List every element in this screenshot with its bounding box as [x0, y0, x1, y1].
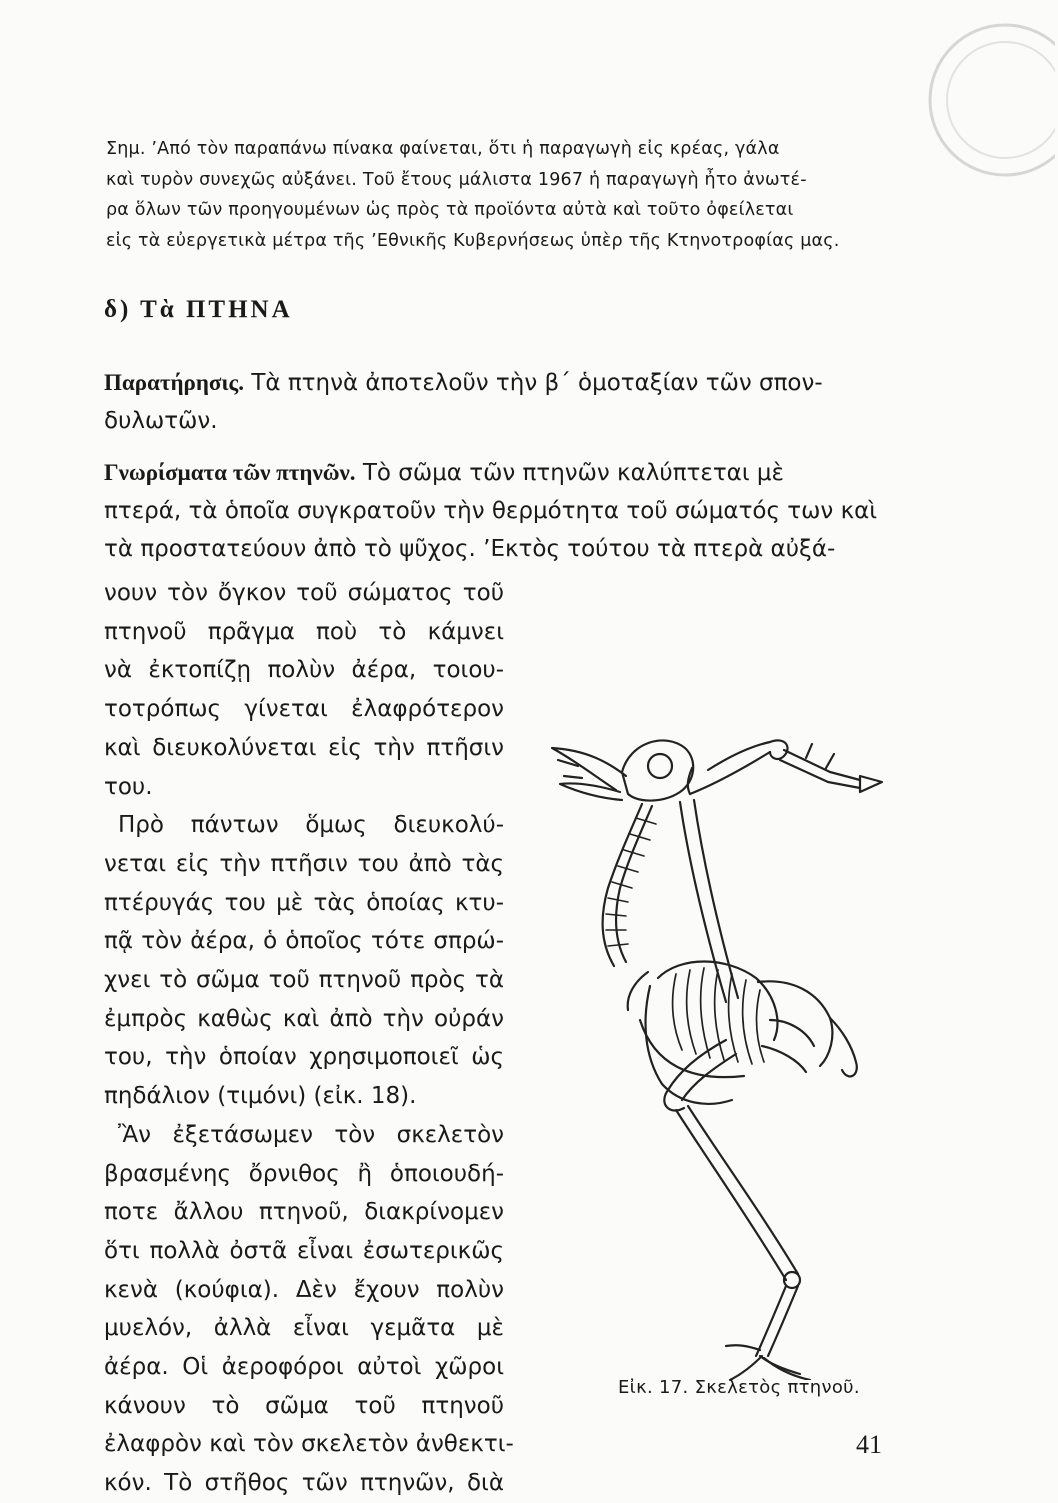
column-line: νεται εἰς τὴν πτῆσιν του ἀπὸ τὰς [104, 850, 504, 877]
note-line-3: ρα ὅλων τῶν προηγουμένων ὡς πρὸς τὰ προϊόντα αὐτὰ καὶ τοῦτο ὀφείλεται [106, 200, 794, 220]
observation-paragraph [104, 364, 904, 440]
table-note [106, 134, 896, 256]
column-line: του. [104, 773, 153, 800]
features-text-1: Τὸ σῶμα τῶν πτηνῶν καλύπτεται μὲ [362, 460, 784, 486]
features-line-1 [104, 454, 904, 492]
observation-label: Παρατήρησις. [104, 370, 244, 395]
figure-caption: Εἰκ. 17. Σκελετὸς πτηνοῦ. [618, 1377, 860, 1398]
column-line: πτέρυγάς του μὲ τὰς ὁποίας κτυ- [104, 889, 504, 916]
column-line: ἀέρα. Οἱ ἀεροφόροι αὐτοὶ χῶροι [104, 1354, 504, 1381]
column-line: τοτρόπως γίνεται ἐλαφρότερον [104, 696, 504, 723]
column-line: κάνουν τὸ σῶμα τοῦ πτηνοῦ [104, 1392, 504, 1419]
features-line-3: τὰ προστατεύουν ἀπὸ τὸ ψῦχος. ’Εκτὸς τούτου τὰ πτερὰ αὐξά- [104, 536, 836, 562]
column-line: βρασμένης ὄρνιθος ἢ ὁποιουδή- [104, 1160, 504, 1187]
page-number: 41 [856, 1430, 882, 1459]
column-line: ἐλαφρὸν καὶ τὸν σκελετὸν ἀνθεκτι- [104, 1431, 514, 1458]
column-line: μυελόν, ἀλλὰ εἶναι γεμᾶτα μὲ [104, 1315, 504, 1342]
column-line: χνει τὸ σῶμα τοῦ πτηνοῦ πρὸς τὰ [104, 967, 504, 994]
column-line: Ἂν ἐξετάσωμεν τὸν σκελετὸν [118, 1121, 504, 1148]
column-line: νουν τὸν ὄγκον τοῦ σώματος τοῦ [104, 580, 504, 606]
section-title: δ) Τὰ ΠΤΗΝΑ [104, 296, 293, 323]
column-line: του, τὴν ὁποίαν χρησιμοποιεῖ ὡς [104, 1044, 504, 1071]
observation-text-1: Τὰ πτηνὰ ἀποτελοῦν τὴν β΄ ὁμοταξίαν τῶν σπον- [251, 370, 823, 396]
features-label: Γνωρίσματα τῶν πτηνῶν. [104, 460, 356, 485]
column-line: ὅτι πολλὰ ὀστᾶ εἶναι ἐσωτερικῶς [104, 1237, 504, 1264]
library-stamp-icon [905, 10, 1055, 190]
column-line: ἐμπρὸς καθὼς καὶ ἀπὸ τὴν οὐράν [104, 1005, 504, 1032]
column-line: νὰ ἐκτοπίζῃ πολὺν ἀέρα, τοιου- [104, 657, 504, 684]
note-line-1: Σημ. ’Από τὸν παραπάνω πίνακα φαίνεται, ὅτι ἡ παραγωγὴ εἰς κρέας, γάλα [106, 139, 780, 159]
bird-skeleton-illustration [530, 720, 900, 1380]
column-line: πᾷ τὸν ἀέρα, ὁ ὁποῖος τότε σπρώ- [104, 928, 504, 955]
column-line: κενὰ (κούφια). Δὲν ἔχουν πολὺν [104, 1276, 504, 1303]
column-line: Πρὸ πάντων ὅμως διευκολύ- [118, 812, 504, 839]
observation-line-2: δυλωτῶν. [104, 408, 218, 434]
text-column [104, 574, 514, 1503]
column-line: κόν. Τὸ στῆθος τῶν πτηνῶν, διὰ [104, 1470, 504, 1497]
features-paragraph [104, 454, 904, 568]
column-line: πτηνοῦ πρᾶγμα ποὺ τὸ κάμνει [104, 618, 504, 645]
features-line-2: πτερά, τὰ ὁποῖα συγκρατοῦν τὴν θερμότητα τοῦ σώματός των καὶ [104, 498, 878, 524]
column-line: ποτε ἄλλου πτηνοῦ, διακρίνομεν [104, 1199, 504, 1226]
observation-line-1 [104, 364, 904, 402]
note-line-2: καὶ τυρὸν συνεχῶς αὐξάνει. Τοῦ ἔτους μάλιστα 1967 ἡ παραγωγὴ ἦτο ἀνωτέ- [106, 169, 807, 190]
column-line: καὶ διευκολύνεται εἰς τὴν πτῆσιν [104, 734, 504, 761]
note-line-4: εἰς τὰ εὐεργετικὰ μέτρα τῆς ’Εθνικῆς Κυβερνήσεως ὑπὲρ τῆς Κτηνοτροφίας μας. [106, 230, 840, 251]
column-line: πηδάλιον (τιμόνι) (εἰκ. 18). [104, 1083, 417, 1110]
